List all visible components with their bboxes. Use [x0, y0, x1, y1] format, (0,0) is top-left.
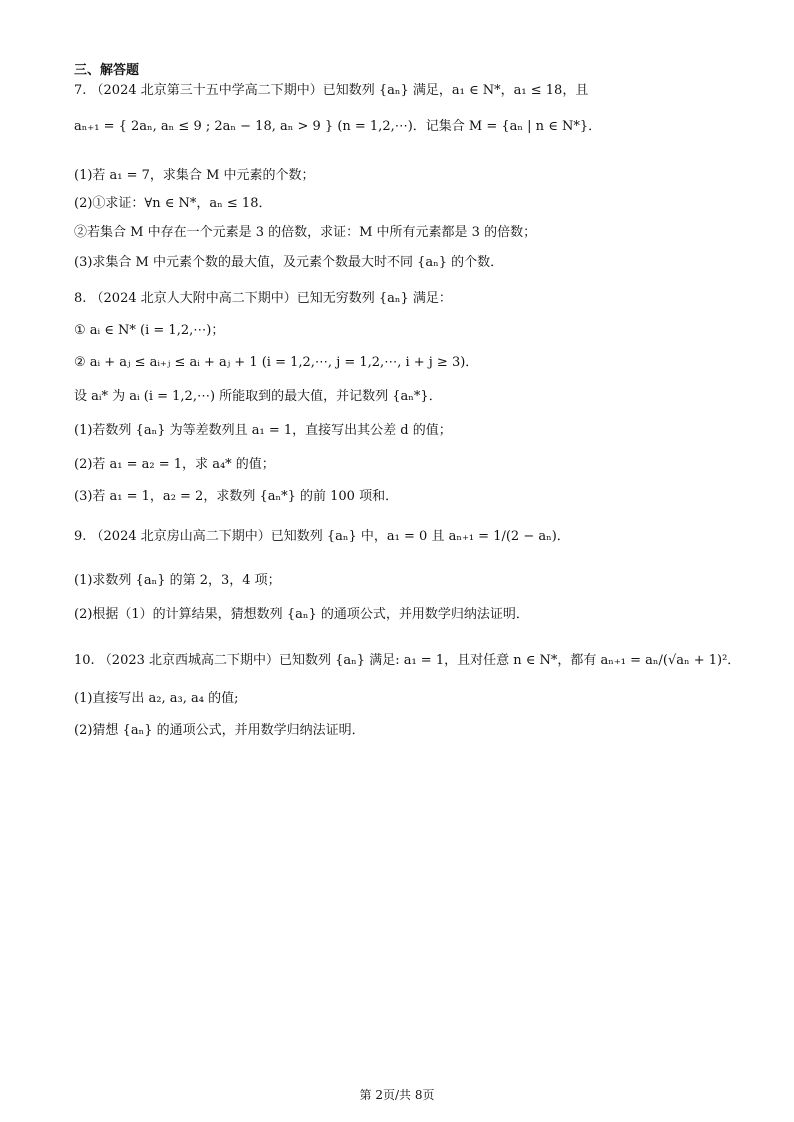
problem-8-line-6: (2)若 a₁ = a₂ = 1，求 a₄* 的值； [74, 457, 275, 472]
problem-7-line-1: 7. （2024 北京第三十五中学高二下期中）已知数列 {aₙ} 满足，a₁ ∈ N*，a₁ ≤ 18，且 [74, 83, 589, 98]
problem-7-line-2: aₙ₊₁ = { 2aₙ, aₙ ≤ 9 ; 2aₙ − 18, aₙ > 9 } (n = 1,2,⋯)．记集合 M = {aₙ | n ∈ N*}． [74, 119, 602, 134]
problem-9-line-2: (1)求数列 {aₙ} 的第 2，3，4 项； [74, 573, 281, 588]
problem-8-line-7: (3)若 a₁ = 1，a₂ = 2，求数列 {aₙ*} 的前 100 项和． [74, 489, 399, 504]
problem-8-line-3: ② aᵢ + aⱼ ≤ aᵢ₊ⱼ ≤ aᵢ + aⱼ + 1 (i = 1,2,⋯, j = 1,2,⋯, i + j ≥ 3)． [74, 355, 479, 370]
problem-7-line-4: (2)①求证：∀n ∈ N*，aₙ ≤ 18． [74, 196, 272, 211]
problem-7-line-3: (1)若 a₁ = 7，求集合 M 中元素的个数； [74, 168, 315, 183]
problem-9-line-1: 9. （2024 北京房山高二下期中）已知数列 {aₙ} 中，a₁ = 0 且 aₙ₊₁ = 1/(2 − aₙ)． [74, 529, 570, 544]
problem-9-line-3: (2)根据（1）的计算结果，猜想数列 {aₙ} 的通项公式，并用数学归纳法证明． [74, 607, 529, 622]
problem-7-line-6: (3)求集合 M 中元素个数的最大值，及元素个数最大时不同 {aₙ} 的个数． [74, 255, 504, 270]
problem-10-line-1: 10. （2023 北京西城高二下期中）已知数列 {aₙ} 满足: a₁ = 1，且对任意 n ∈ N*，都有 aₙ₊₁ = aₙ/(√aₙ + 1)²． [74, 653, 741, 668]
page-footer: 第 2页/共 8页 [359, 1088, 435, 1102]
problem-8-line-2: ① aᵢ ∈ N* (i = 1,2,⋯)； [74, 323, 225, 338]
problem-8-line-5: (1)若数列 {aₙ} 为等差数列且 a₁ = 1，直接写出其公差 d 的值； [74, 423, 452, 438]
problem-8-line-4: 设 aᵢ* 为 aᵢ (i = 1,2,⋯) 所能取到的最大值，并记数列 {aₙ*}． [74, 389, 442, 404]
problem-10-line-3: (2)猜想 {aₙ} 的通项公式，并用数学归纳法证明． [74, 723, 365, 738]
problem-8-line-1: 8. （2024 北京人大附中高二下期中）已知无穷数列 {aₙ} 满足： [74, 291, 452, 306]
section-title: 三、解答题 [74, 63, 140, 78]
problem-7-line-5: ②若集合 M 中存在一个元素是 3 的倍数，求证：M 中所有元素都是 3 的倍数； [74, 225, 537, 240]
problem-10-line-2: (1)直接写出 a₂, a₃, a₄ 的值; [74, 691, 239, 706]
